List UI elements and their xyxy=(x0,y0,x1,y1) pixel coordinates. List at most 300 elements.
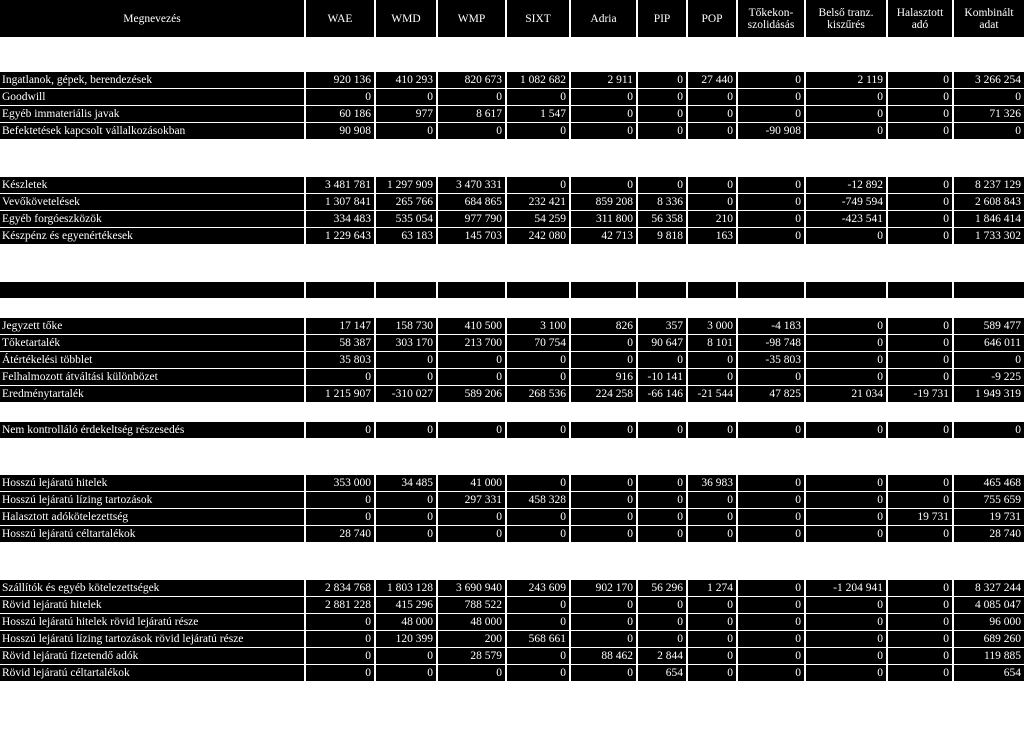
value-cell: 0 xyxy=(806,509,886,525)
value-cell: 0 xyxy=(507,614,569,630)
value-cell: 589 477 xyxy=(954,318,1024,334)
value-cell: -66 146 xyxy=(638,386,686,402)
row-label: Rövid lejáratú fizetendő adók xyxy=(0,648,304,664)
value-cell: 788 522 xyxy=(438,597,505,613)
value-cell: 0 xyxy=(376,352,436,368)
value-cell: 0 xyxy=(688,597,736,613)
value-cell: 1 733 302 xyxy=(954,228,1024,244)
value-cell: 0 xyxy=(738,648,804,664)
value-cell: 0 xyxy=(638,492,686,508)
value-cell: 0 xyxy=(806,89,886,105)
value-cell: 353 000 xyxy=(306,475,374,491)
value-cell: 1 547 xyxy=(507,106,569,122)
value-cell: 0 xyxy=(738,106,804,122)
value-cell: 232 421 xyxy=(507,194,569,210)
value-cell: 0 xyxy=(888,106,952,122)
column-header-8: Tőkekon- szolidásás xyxy=(738,0,804,37)
value-cell: 224 258 xyxy=(571,386,636,402)
value-cell: 0 xyxy=(738,194,804,210)
value-cell: 2 844 xyxy=(638,648,686,664)
value-cell: 0 xyxy=(888,177,952,193)
value-cell: 0 xyxy=(806,422,886,438)
value-cell: 0 xyxy=(888,369,952,385)
value-cell: 0 xyxy=(638,72,686,88)
value-cell: 0 xyxy=(306,509,374,525)
value-cell: 826 xyxy=(571,318,636,334)
row-label: Tőketartalék xyxy=(0,335,304,351)
row-label: Halasztott adókötelezettség xyxy=(0,509,304,525)
value-cell: 410 500 xyxy=(438,318,505,334)
value-cell: 0 xyxy=(571,89,636,105)
value-cell: 0 xyxy=(507,369,569,385)
value-cell: 0 xyxy=(306,614,374,630)
value-cell: 3 100 xyxy=(507,318,569,334)
value-cell: 0 xyxy=(507,597,569,613)
value-cell: 0 xyxy=(738,526,804,542)
value-cell: 56 296 xyxy=(638,580,686,596)
value-cell: 0 xyxy=(688,369,736,385)
value-cell: 535 054 xyxy=(376,211,436,227)
row-label: Goodwill xyxy=(0,89,304,105)
value-cell: 0 xyxy=(688,89,736,105)
column-header-11: Kombinált adat xyxy=(954,0,1024,37)
value-cell: 311 800 xyxy=(571,211,636,227)
row-label: Hosszú lejáratú céltartalékok xyxy=(0,526,304,542)
value-cell: 0 xyxy=(507,422,569,438)
value-cell: 56 358 xyxy=(638,211,686,227)
value-cell: 0 xyxy=(507,526,569,542)
value-cell: 0 xyxy=(688,123,736,139)
value-cell: 0 xyxy=(806,665,886,681)
value-cell: -310 027 xyxy=(376,386,436,402)
table-row xyxy=(0,614,1024,630)
value-cell: 3 690 940 xyxy=(438,580,505,596)
value-cell: 684 865 xyxy=(438,194,505,210)
value-cell: 0 xyxy=(376,492,436,508)
value-cell: -90 908 xyxy=(738,123,804,139)
table-row xyxy=(0,386,1024,402)
value-cell: 0 xyxy=(806,335,886,351)
value-cell: 0 xyxy=(888,614,952,630)
value-cell: 0 xyxy=(376,665,436,681)
value-cell: 0 xyxy=(688,614,736,630)
value-cell: 0 xyxy=(571,335,636,351)
row-label: Felhalmozott átváltási különbözet xyxy=(0,369,304,385)
row-label: Rövid lejáratú hitelek xyxy=(0,597,304,613)
value-cell: 0 xyxy=(888,492,952,508)
value-cell: 0 xyxy=(888,665,952,681)
table-row xyxy=(0,123,1024,139)
table-header-row xyxy=(0,0,1024,37)
value-cell: 0 xyxy=(738,369,804,385)
row-label: Befektetések kapcsolt vállalkozásokban xyxy=(0,123,304,139)
row-label: Hosszú lejáratú hitelek rövid lejáratú része xyxy=(0,614,304,630)
value-cell: 0 xyxy=(306,492,374,508)
value-cell: 0 xyxy=(806,352,886,368)
value-cell: 0 xyxy=(888,194,952,210)
value-cell: 0 xyxy=(688,194,736,210)
value-cell: 0 xyxy=(638,526,686,542)
value-cell: 859 208 xyxy=(571,194,636,210)
column-header-4: SIXT xyxy=(507,0,569,37)
value-cell: 41 000 xyxy=(438,475,505,491)
table-row xyxy=(0,194,1024,210)
value-cell: 1 082 682 xyxy=(507,72,569,88)
value-cell xyxy=(507,282,569,298)
value-cell: 0 xyxy=(806,475,886,491)
column-header-10: Halasztott adó xyxy=(888,0,952,37)
value-cell: 0 xyxy=(638,89,686,105)
value-cell: 27 440 xyxy=(688,72,736,88)
value-cell: 4 085 047 xyxy=(954,597,1024,613)
value-cell: 0 xyxy=(638,352,686,368)
value-cell: 0 xyxy=(888,72,952,88)
value-cell: 0 xyxy=(806,614,886,630)
column-header-7: POP xyxy=(688,0,736,37)
value-cell: 0 xyxy=(507,89,569,105)
value-cell: 920 136 xyxy=(306,72,374,88)
row-label: Nem kontrolláló érdekeltség részesedés xyxy=(0,422,304,438)
value-cell: 242 080 xyxy=(507,228,569,244)
value-cell: 0 xyxy=(638,614,686,630)
value-cell: 0 xyxy=(738,475,804,491)
value-cell: 654 xyxy=(638,665,686,681)
value-cell: 0 xyxy=(438,123,505,139)
value-cell: 60 186 xyxy=(306,106,374,122)
value-cell: 0 xyxy=(738,89,804,105)
value-cell: 158 730 xyxy=(376,318,436,334)
value-cell: 0 xyxy=(638,475,686,491)
value-cell: 0 xyxy=(806,228,886,244)
value-cell: -423 541 xyxy=(806,211,886,227)
value-cell: 0 xyxy=(438,665,505,681)
value-cell: 415 296 xyxy=(376,597,436,613)
value-cell: 0 xyxy=(638,123,686,139)
value-cell: 8 617 xyxy=(438,106,505,122)
table-row xyxy=(0,335,1024,351)
value-cell: 0 xyxy=(806,123,886,139)
value-cell: 1 803 128 xyxy=(376,580,436,596)
table-row xyxy=(0,580,1024,596)
value-cell: 0 xyxy=(888,526,952,542)
value-cell: 0 xyxy=(376,123,436,139)
value-cell: 0 xyxy=(954,422,1024,438)
value-cell xyxy=(888,282,952,298)
value-cell: 1 215 907 xyxy=(306,386,374,402)
value-cell: -9 225 xyxy=(954,369,1024,385)
value-cell: 357 xyxy=(638,318,686,334)
value-cell: 58 387 xyxy=(306,335,374,351)
value-cell: 1 949 319 xyxy=(954,386,1024,402)
value-cell: 8 336 xyxy=(638,194,686,210)
table-row xyxy=(0,369,1024,385)
value-cell: 568 661 xyxy=(507,631,569,647)
column-header-3: WMP xyxy=(438,0,505,37)
value-cell: 8 327 244 xyxy=(954,580,1024,596)
value-cell: 163 xyxy=(688,228,736,244)
value-cell: 0 xyxy=(571,597,636,613)
table-row xyxy=(0,597,1024,613)
row-label: Ingatlanok, gépek, berendezések xyxy=(0,72,304,88)
value-cell: 2 119 xyxy=(806,72,886,88)
table-row xyxy=(0,509,1024,525)
value-cell: 334 483 xyxy=(306,211,374,227)
value-cell: 0 xyxy=(738,631,804,647)
value-cell: 0 xyxy=(738,228,804,244)
value-cell: 0 xyxy=(376,89,436,105)
value-cell: 0 xyxy=(806,369,886,385)
value-cell: 0 xyxy=(438,89,505,105)
value-cell: 0 xyxy=(688,352,736,368)
value-cell: 0 xyxy=(688,492,736,508)
value-cell: 0 xyxy=(571,106,636,122)
row-label: Készpénz és egyenértékesek xyxy=(0,228,304,244)
value-cell: 0 xyxy=(438,422,505,438)
value-cell: 36 983 xyxy=(688,475,736,491)
table-row xyxy=(0,177,1024,193)
value-cell: 0 xyxy=(638,106,686,122)
value-cell: 0 xyxy=(507,648,569,664)
table-row xyxy=(0,648,1024,664)
value-cell: 0 xyxy=(954,352,1024,368)
value-cell: 0 xyxy=(806,597,886,613)
value-cell: -10 141 xyxy=(638,369,686,385)
value-cell: 0 xyxy=(306,422,374,438)
value-cell: 0 xyxy=(888,123,952,139)
table-row xyxy=(0,475,1024,491)
value-cell: 755 659 xyxy=(954,492,1024,508)
value-cell: 19 731 xyxy=(888,509,952,525)
column-header-6: PIP xyxy=(638,0,686,37)
value-cell: 0 xyxy=(638,631,686,647)
table-row xyxy=(0,422,1024,438)
value-cell: 0 xyxy=(376,422,436,438)
value-cell: 0 xyxy=(806,492,886,508)
value-cell: 465 468 xyxy=(954,475,1024,491)
value-cell: 120 399 xyxy=(376,631,436,647)
value-cell: 3 266 254 xyxy=(954,72,1024,88)
value-cell xyxy=(738,282,804,298)
value-cell: 654 xyxy=(954,665,1024,681)
value-cell: 0 xyxy=(806,631,886,647)
value-cell: 0 xyxy=(571,123,636,139)
row-label: Egyéb immateriális javak xyxy=(0,106,304,122)
value-cell: 0 xyxy=(954,123,1024,139)
column-header-1: WAE xyxy=(306,0,374,37)
value-cell: 34 485 xyxy=(376,475,436,491)
value-cell: 0 xyxy=(738,72,804,88)
value-cell: 0 xyxy=(306,369,374,385)
value-cell: 3 000 xyxy=(688,318,736,334)
value-cell: 0 xyxy=(571,352,636,368)
value-cell: 0 xyxy=(888,631,952,647)
value-cell: 0 xyxy=(888,228,952,244)
table-row xyxy=(0,665,1024,681)
table-row xyxy=(0,282,1024,298)
value-cell: -35 803 xyxy=(738,352,804,368)
value-cell: 48 000 xyxy=(438,614,505,630)
value-cell: 70 754 xyxy=(507,335,569,351)
value-cell: 145 703 xyxy=(438,228,505,244)
value-cell: 0 xyxy=(806,106,886,122)
value-cell: 1 274 xyxy=(688,580,736,596)
value-cell: 0 xyxy=(507,123,569,139)
value-cell: 0 xyxy=(571,665,636,681)
value-cell xyxy=(376,282,436,298)
value-cell: 0 xyxy=(738,509,804,525)
value-cell: 0 xyxy=(888,475,952,491)
value-cell: 0 xyxy=(738,597,804,613)
value-cell: 9 818 xyxy=(638,228,686,244)
value-cell: 0 xyxy=(888,580,952,596)
value-cell: 0 xyxy=(507,352,569,368)
value-cell: 0 xyxy=(571,475,636,491)
row-label xyxy=(0,282,304,298)
value-cell: 0 xyxy=(306,665,374,681)
value-cell: 0 xyxy=(688,106,736,122)
value-cell: 902 170 xyxy=(571,580,636,596)
value-cell: 1 297 909 xyxy=(376,177,436,193)
value-cell: -749 594 xyxy=(806,194,886,210)
value-cell: 689 260 xyxy=(954,631,1024,647)
value-cell: 0 xyxy=(507,509,569,525)
value-cell: 0 xyxy=(888,648,952,664)
value-cell: -19 731 xyxy=(888,386,952,402)
value-cell: 17 147 xyxy=(306,318,374,334)
value-cell: 0 xyxy=(954,89,1024,105)
value-cell: 19 731 xyxy=(954,509,1024,525)
value-cell: 0 xyxy=(738,177,804,193)
value-cell: 0 xyxy=(376,509,436,525)
value-cell xyxy=(306,282,374,298)
value-cell: 0 xyxy=(306,89,374,105)
value-cell: 3 481 781 xyxy=(306,177,374,193)
value-cell: 0 xyxy=(688,422,736,438)
value-cell: 0 xyxy=(507,475,569,491)
value-cell: 28 579 xyxy=(438,648,505,664)
row-label: Átértékelési többlet xyxy=(0,352,304,368)
value-cell: 21 034 xyxy=(806,386,886,402)
value-cell xyxy=(806,282,886,298)
value-cell: 0 xyxy=(888,422,952,438)
value-cell: 0 xyxy=(688,648,736,664)
value-cell: 0 xyxy=(888,89,952,105)
value-cell: 977 xyxy=(376,106,436,122)
row-label: Jegyzett tőke xyxy=(0,318,304,334)
value-cell: 265 766 xyxy=(376,194,436,210)
value-cell: 28 740 xyxy=(954,526,1024,542)
row-label: Hosszú lejáratú lízing tartozások xyxy=(0,492,304,508)
value-cell: 0 xyxy=(888,352,952,368)
value-cell: 119 885 xyxy=(954,648,1024,664)
row-label: Készletek xyxy=(0,177,304,193)
value-cell: 0 xyxy=(438,509,505,525)
value-cell: 0 xyxy=(688,509,736,525)
row-label: Hosszú lejáratú lízing tartozások rövid lejáratú része xyxy=(0,631,304,647)
value-cell: 0 xyxy=(688,526,736,542)
table-row xyxy=(0,318,1024,334)
table-row xyxy=(0,106,1024,122)
value-cell: 0 xyxy=(306,648,374,664)
value-cell: -1 204 941 xyxy=(806,580,886,596)
value-cell xyxy=(438,282,505,298)
value-cell: -12 892 xyxy=(806,177,886,193)
value-cell: 0 xyxy=(738,614,804,630)
value-cell: 8 101 xyxy=(688,335,736,351)
value-cell: 303 170 xyxy=(376,335,436,351)
value-cell: 0 xyxy=(438,352,505,368)
value-cell: 0 xyxy=(806,648,886,664)
value-cell: 0 xyxy=(638,422,686,438)
value-cell xyxy=(688,282,736,298)
value-cell: 213 700 xyxy=(438,335,505,351)
value-cell: 0 xyxy=(571,422,636,438)
table-row xyxy=(0,631,1024,647)
value-cell: 0 xyxy=(688,631,736,647)
value-cell: 916 xyxy=(571,369,636,385)
value-cell: 28 740 xyxy=(306,526,374,542)
value-cell: 0 xyxy=(571,614,636,630)
value-cell: 0 xyxy=(306,631,374,647)
value-cell: 2 834 768 xyxy=(306,580,374,596)
value-cell: 0 xyxy=(376,648,436,664)
value-cell: 0 xyxy=(571,526,636,542)
value-cell: 0 xyxy=(376,526,436,542)
value-cell: 200 xyxy=(438,631,505,647)
column-header-5: Adria xyxy=(571,0,636,37)
value-cell: 0 xyxy=(571,177,636,193)
row-label: Rövid lejáratú céltartalékok xyxy=(0,665,304,681)
value-cell xyxy=(638,282,686,298)
table-row xyxy=(0,228,1024,244)
value-cell: 0 xyxy=(571,492,636,508)
value-cell: 1 307 841 xyxy=(306,194,374,210)
table-row xyxy=(0,352,1024,368)
value-cell: 1 229 643 xyxy=(306,228,374,244)
value-cell: 210 xyxy=(688,211,736,227)
value-cell: 0 xyxy=(738,422,804,438)
value-cell: 0 xyxy=(507,177,569,193)
table-row xyxy=(0,89,1024,105)
column-header-0: Megnevezés xyxy=(0,0,304,37)
value-cell: 0 xyxy=(888,335,952,351)
value-cell: 0 xyxy=(638,177,686,193)
value-cell: 0 xyxy=(571,509,636,525)
value-cell: 90 647 xyxy=(638,335,686,351)
row-label: Hosszú lejáratú hitelek xyxy=(0,475,304,491)
value-cell: 0 xyxy=(806,318,886,334)
value-cell: 977 790 xyxy=(438,211,505,227)
value-cell: 0 xyxy=(507,665,569,681)
value-cell: 96 000 xyxy=(954,614,1024,630)
value-cell: 0 xyxy=(888,211,952,227)
table-row xyxy=(0,526,1024,542)
value-cell: 47 825 xyxy=(738,386,804,402)
value-cell: 0 xyxy=(688,177,736,193)
value-cell: 88 462 xyxy=(571,648,636,664)
value-cell: 646 011 xyxy=(954,335,1024,351)
value-cell: 0 xyxy=(738,665,804,681)
value-cell: 42 713 xyxy=(571,228,636,244)
value-cell: -98 748 xyxy=(738,335,804,351)
value-cell: 0 xyxy=(806,526,886,542)
row-label: Egyéb forgóeszközök xyxy=(0,211,304,227)
table-row xyxy=(0,492,1024,508)
value-cell: 71 326 xyxy=(954,106,1024,122)
value-cell: 90 908 xyxy=(306,123,374,139)
value-cell: 0 xyxy=(688,665,736,681)
row-label: Eredménytartalék xyxy=(0,386,304,402)
